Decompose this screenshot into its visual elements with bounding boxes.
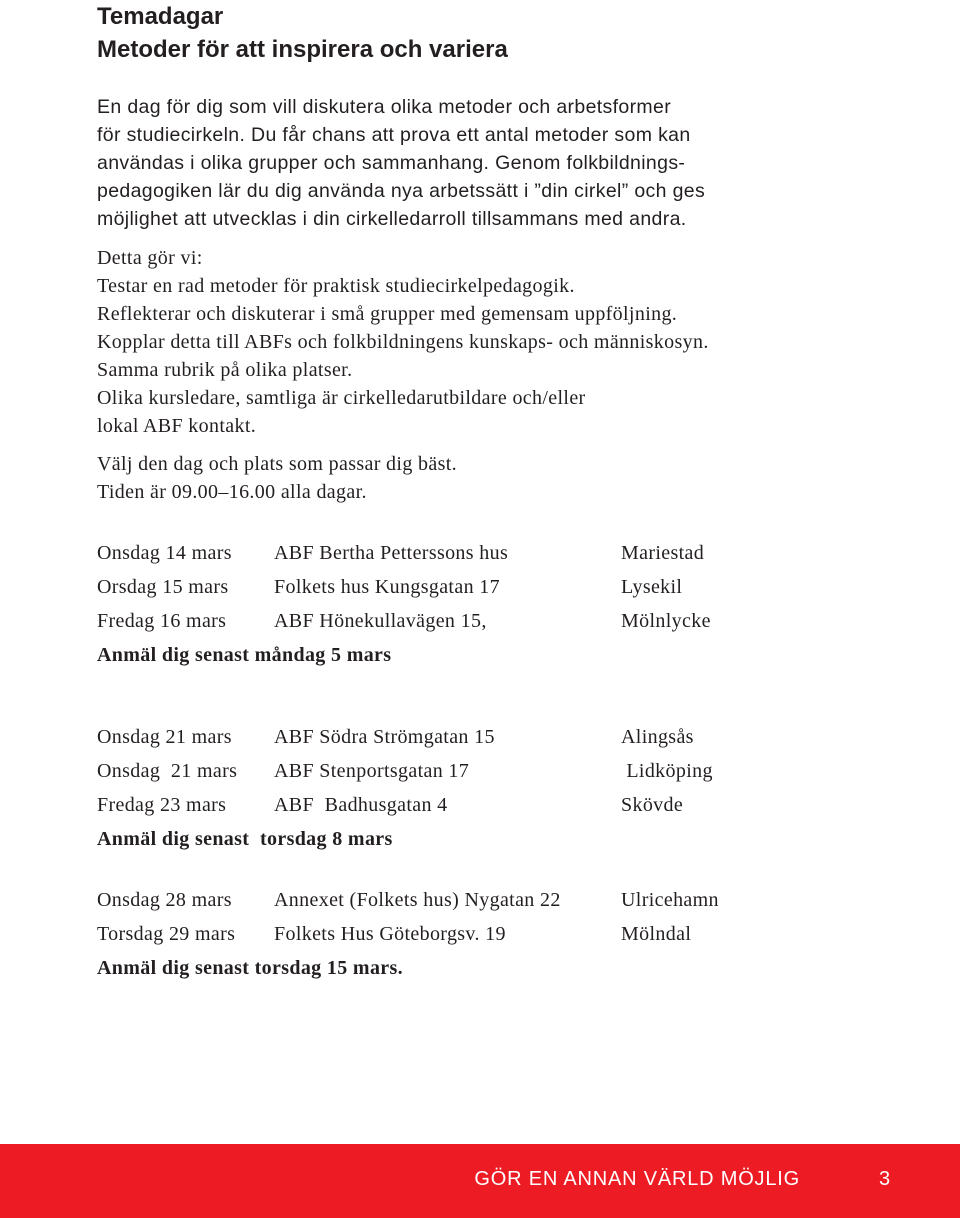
schedule-day: Fredag 16 mars (97, 610, 227, 632)
schedule-row (97, 570, 897, 604)
footer-slogan: GÖR EN ANNAN VÄRLD MÖJLIG (474, 1168, 800, 1190)
schedule-city: Alingsås (621, 726, 694, 748)
activity-item: Testar en rad metoder för praktisk studiecirkelpedagogik. (97, 275, 575, 297)
schedule-day: Onsdag 28 mars (97, 889, 232, 911)
activity-item: Olika kursledare, samtliga är cirkelledarutbildare och/eller (97, 387, 586, 409)
schedule-venue: Folkets hus Kungsgatan 17 (274, 576, 500, 598)
schedule-venue: ABF Hönekullavägen 15, (274, 610, 487, 632)
schedule-city: Lysekil (621, 576, 683, 598)
page-title: Temadagar (97, 3, 224, 30)
activities-list (97, 244, 709, 440)
schedule-day: Orsdag 15 mars (97, 576, 229, 598)
schedule-city: Mölndal (621, 923, 692, 945)
schedule-row (97, 883, 897, 917)
heading (97, 0, 508, 66)
activity-item: Samma rubrik på olika platser. (97, 359, 353, 381)
activities-lead: Detta gör vi: (97, 247, 203, 269)
time-line: Tiden är 09.00–16.00 alla dagar. (97, 481, 367, 503)
schedule-group-1 (97, 536, 897, 672)
schedule-group-3 (97, 883, 897, 985)
schedule-city: Lidköping (621, 760, 713, 782)
schedule-day: Onsdag 21 mars (97, 760, 238, 782)
activity-item: Reflekterar och diskuterar i små grupper med gemensam uppföljning. (97, 303, 678, 325)
registration-deadline: Anmäl dig senast torsdag 8 mars (97, 828, 393, 850)
page-subtitle: Metoder för att inspirera och variera (97, 36, 508, 63)
schedule-row (97, 536, 897, 570)
intro-line: En dag för dig som vill diskutera olika metoder och arbetsformer (97, 96, 672, 118)
schedule-city: Ulricehamn (621, 889, 719, 911)
schedule-venue: ABF Bertha Petterssons hus (274, 542, 509, 564)
intro-line: användas i olika grupper och sammanhang. Genom folkbildnings- (97, 152, 686, 174)
intro-line: pedagogiken lär du dig använda nya arbetssätt i ”din cirkel” och ges (97, 180, 706, 202)
choose-info (97, 450, 457, 506)
schedule-row (97, 788, 897, 822)
schedule-city: Mariestad (621, 542, 705, 564)
schedule-city: Mölnlycke (621, 610, 711, 632)
schedule-venue: ABF Badhusgatan 4 (274, 794, 448, 816)
intro-paragraph (97, 93, 877, 233)
registration-deadline: Anmäl dig senast måndag 5 mars (97, 644, 392, 666)
schedule-venue: ABF Södra Strömgatan 15 (274, 726, 495, 748)
schedule-day: Onsdag 21 mars (97, 726, 232, 748)
schedule-venue: Annexet (Folkets hus) Nygatan 22 (274, 889, 561, 911)
schedule-row (97, 754, 897, 788)
registration-deadline: Anmäl dig senast torsdag 15 mars. (97, 957, 404, 979)
intro-line: möjlighet att utvecklas i din cirkelledarroll tillsammans med andra. (97, 208, 687, 230)
schedule-group-2 (97, 720, 897, 856)
footer-bar (0, 1144, 960, 1218)
schedule-venue: Folkets Hus Göteborgsv. 19 (274, 923, 506, 945)
schedule-city: Skövde (621, 794, 684, 816)
activity-item: Kopplar detta till ABFs och folkbildningens kunskaps- och människosyn. (97, 331, 709, 353)
schedule-day: Torsdag 29 mars (97, 923, 236, 945)
schedule-day: Fredag 23 mars (97, 794, 227, 816)
choose-line: Välj den dag och plats som passar dig bäst. (97, 453, 457, 475)
schedule-venue: ABF Stenportsgatan 17 (274, 760, 470, 782)
schedule-row (97, 917, 897, 951)
page-number: 3 (879, 1168, 891, 1190)
schedule-row (97, 604, 897, 638)
intro-line: för studiecirkeln. Du får chans att prova ett antal metoder som kan (97, 124, 691, 146)
schedule-day: Onsdag 14 mars (97, 542, 232, 564)
activity-item: lokal ABF kontakt. (97, 415, 257, 437)
schedule-row (97, 720, 897, 754)
